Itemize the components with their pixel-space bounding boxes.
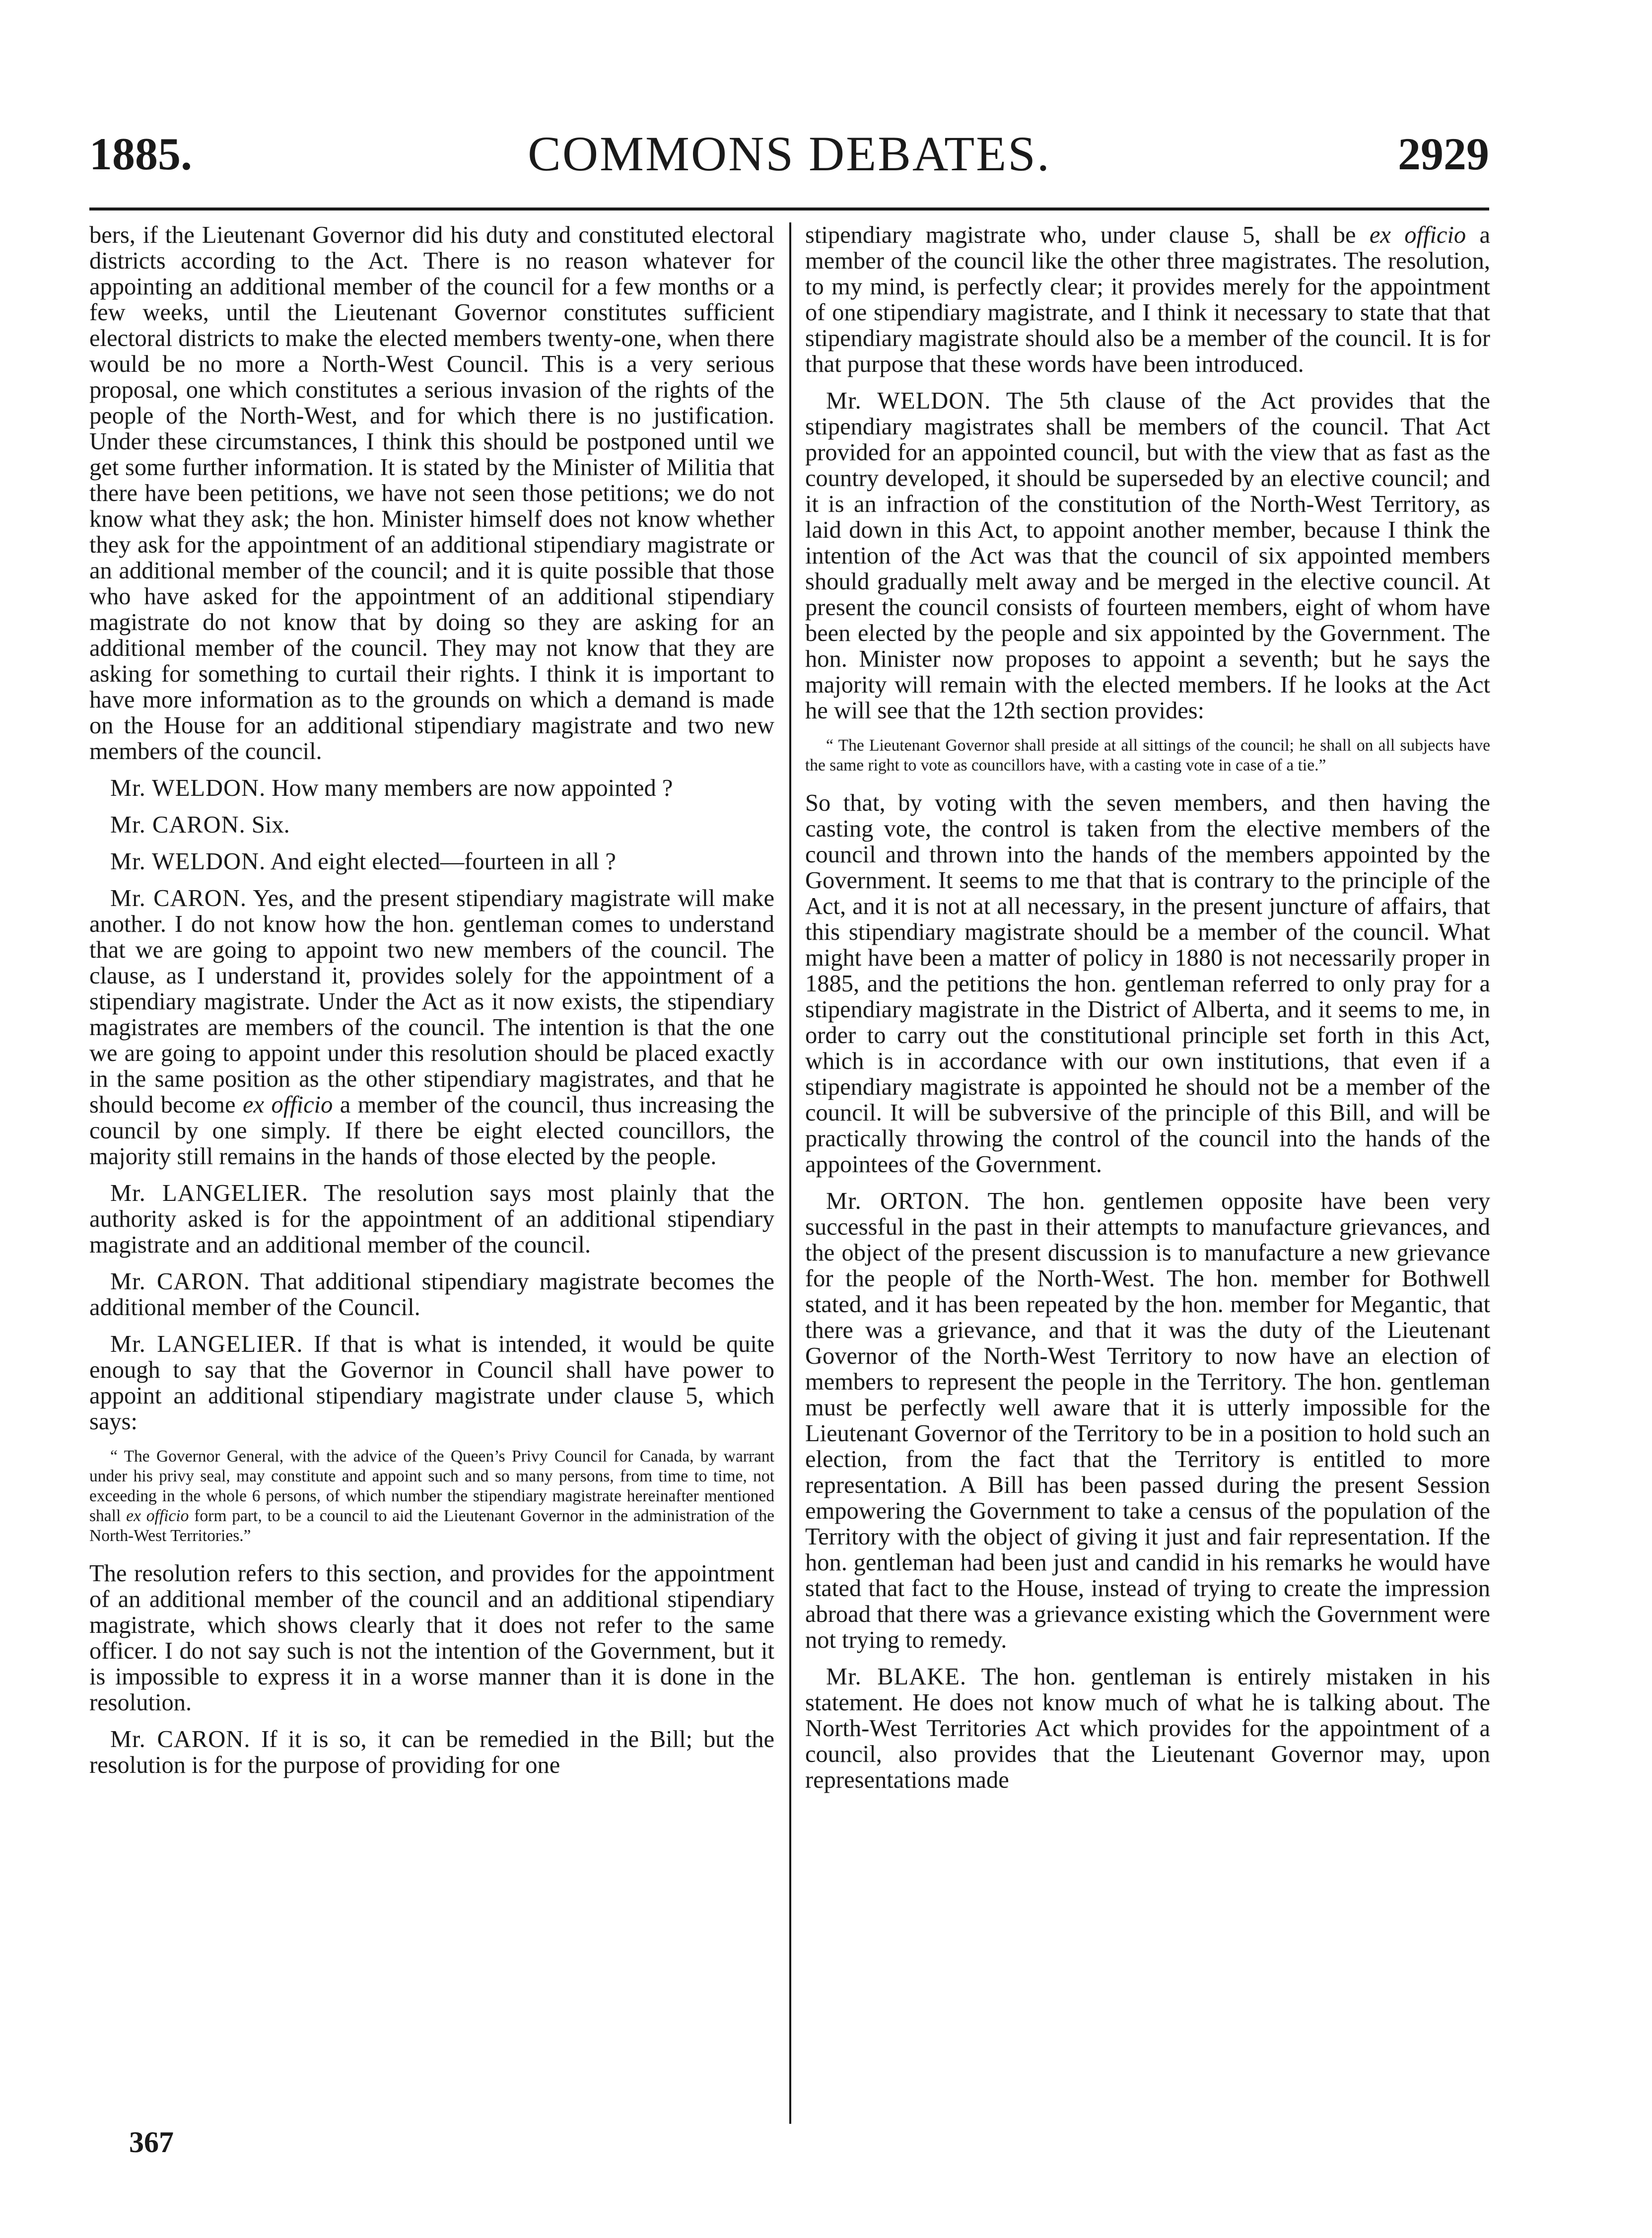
paragraph-text: “ The Governor General, with the advice of the Queen’s Privy Council for Canada, by warrant under his privy seal, may constitute and appoint such and so many persons, from time to time, not exceeding in the whole 6 persons, of which number the stipendiary magistrate hereinafter mentioned shall (89, 1447, 774, 1525)
speaker-name: Mr. CARON. (110, 885, 247, 911)
paragraph-text: The resolution says most plainly that the authority asked is for the appointment of an additional stipendiary magistrate and an additional member of the council. (89, 1180, 774, 1258)
speaker-name: Mr. WELDON. (110, 775, 266, 801)
speech-paragraph (89, 849, 774, 875)
text-paragraph (805, 222, 1490, 377)
paragraph-text: bers, if the Lieutenant Governor did his duty and constituted electoral districts according to the Act. There is no reason whatever for appointing an additional member of the council for a few months or a few weeks, until the Lieutenant Governor constitutes sufficient electoral districts to make the elected members twenty-one, when there would be no more a North-West Council. This is a very serious proposal, one which constitutes a serious invasion of the rights of the people of the North-West, and for which there is no justification. Under these circumstances, I think this should be postponed until we get some further information. It is stated by the Minister of Militia that there have been petitions, we have not seen those petitions; we do not know what they ask; the hon. Minister himself does not know whether they ask for the appointment of an additional stipendiary magistrate or an additional member of the council; and it is quite possible that those who have asked for the appointment of an additional stipendiary magistrate do not know that by doing so they are asking for an additional member of the council. They may not know that they are asking for something to curtail their rights. I think it is important to have more information as to the grounds on which a demand is made on the House for an additional stipendiary magistrate and two new members of the council. (89, 222, 774, 765)
speaker-name: Mr. CARON. (110, 812, 246, 838)
speech-paragraph (805, 1189, 1490, 1653)
paragraph-text: The 5th clause of the Act provides that the stipendiary magistrates shall be members of the council. That Act provided for an appointed council, but with the view that as fast as the country developed, it should be superseded by an elective council; and it is an infraction of the constitution of the North-West Territory, as laid down in this Act, to appoint another member, because I think the intention of the Act was that the council of six appointed members should gradually melt away and be merged in the elective council. At present the council consists of fourteen members, eight of whom have been elected by the people and six appointed by the Government. The hon. Minister now proposes to appoint a seventh; but he says the majority will remain with the elected members. If he looks at the Act he will see that the 12th section provides: (805, 388, 1490, 724)
paragraph-text: How many members are now appointed ? (272, 775, 673, 801)
paragraph-text: If it is so, it can be remedied in the Bill; but the resolution is for the purpose of providing for one (89, 1726, 774, 1778)
quoted-passage (805, 736, 1490, 775)
text-paragraph (89, 222, 774, 765)
text-paragraph (805, 790, 1490, 1178)
speaker-name: Mr. LANGELIER. (110, 1180, 309, 1206)
italic-term: ex officio (242, 1092, 333, 1118)
paragraph-text: And eight elected—fourteen in all ? (270, 848, 616, 875)
paragraph-text: stipendiary magistrate who, under clause 5, shall be (805, 222, 1356, 248)
speaker-name: Mr. ORTON. (826, 1188, 970, 1214)
speech-paragraph (89, 886, 774, 1170)
paragraph-text: That additional stipendiary magistrate becomes the additional member of the Council. (89, 1268, 774, 1321)
speaker-name: Mr. WELDON. (110, 848, 266, 875)
column-divider (789, 222, 791, 2124)
speech-paragraph (805, 388, 1490, 724)
quoted-passage (89, 1447, 774, 1546)
speech-paragraph (89, 1181, 774, 1258)
paragraph-text-continued: a member of the council like the other three magistrates. The resolution, to my mind, is perfectly clear; it provides merely for the appointment of one stipendiary magistrate, and I think it necessary to state that that stipendiary magistrate should also be a member of the council. It is for that purpose that these words have been introduced. (805, 222, 1490, 377)
header-year: 1885. (89, 129, 192, 179)
speech-paragraph (89, 1269, 774, 1321)
speech-paragraph (89, 1331, 774, 1435)
right-column (805, 222, 1490, 2159)
paragraph-text: The resolution refers to this section, and provides for the appointment of an additional member of the council and an additional stipendiary magistrate, which shows clearly that it does not refer to the same officer. I do not say such is not the intention of the Government, but it is impossible to express it in a worse manner than it is done in the resolution. (89, 1560, 774, 1716)
paragraph-text-continued: form part, to be a council to aid the Lieutenant Governor in the administration of the North-West Territories.” (89, 1507, 774, 1545)
paragraph-text: The hon. gentleman is entirely mistaken in his statement. He does not know much of what he is talking about. The North-West Territories Act which provides for the appointment of a council, also provides that the Lieutenant Governor may, upon representations made (805, 1664, 1490, 1793)
speaker-name: Mr. CARON. (110, 1268, 250, 1295)
speech-paragraph (89, 812, 774, 838)
header-title: COMMONS DEBATES. (528, 126, 1051, 181)
speech-paragraph (89, 1727, 774, 1778)
paragraph-text: Six. (251, 812, 290, 838)
italic-term: ex officio (1369, 222, 1466, 248)
speaker-name: Mr. CARON. (110, 1726, 251, 1752)
text-paragraph (89, 1561, 774, 1716)
speech-paragraph (805, 1664, 1490, 1793)
paragraph-text: Yes, and the present stipendiary magistrate will make another. I do not know how the hon. gentleman comes to understand that we are going to appoint two new members of the council. The clause, as I understand it, provides solely for the appointment of a stipendiary magistrate. Under the Act as it now exists, the stipendiary magistrates are members of the council. The intention is that the one we are going to appoint under this resolution should be placed exactly in the same position as the other stipendiary magistrates, and that he should become (89, 885, 774, 1118)
paragraph-text: If that is what is intended, it would be quite enough to say that the Governor in Council shall have power to appoint an additional stipendiary magistrate under clause 5, which says: (89, 1331, 774, 1435)
speaker-name: Mr. WELDON. (826, 388, 991, 414)
paragraph-text: The hon. gentlemen opposite have been very successful in the past in their attempts to manufacture grievances, and the object of the present discussion is to manufacture a new grievance for the people of the North-West. The hon. member for Bothwell stated, and it has been repeated by the hon. member for Megantic, that there was a grievance, and that it was the duty of the Lieutenant Governor of the North-West Territory to now have an election of members to represent the people in the Territory. The hon. gentleman must be perfectly well aware that it is utterly impossible for the Lieutenant Governor of the Territory to be in a position to hold such an election, from the fact that the Territory is entitled to more representation. A Bill has been passed during the present Session empowering the Government to take a census of the population of the Territory with the object of giving it just and fair representation. If the hon. gentleman had been just and candid in his remarks he would have stated that fact to the House, instead of trying to create the impression abroad that there was a grievance existing which the Government were not trying to remedy. (805, 1188, 1490, 1653)
speaker-name: Mr. BLAKE. (826, 1664, 966, 1690)
speaker-name: Mr. LANGELIER. (110, 1331, 303, 1357)
header-rule (89, 208, 1489, 210)
speech-paragraph (89, 775, 774, 801)
paragraph-text: “ The Lieutenant Governor shall preside at all sittings of the council; he shall on all subjects have the same right to vote as councillors have, with a casting vote in case of a tie.” (805, 736, 1490, 774)
header-page-number: 2929 (1398, 129, 1489, 179)
left-column (89, 222, 774, 2159)
italic-term: ex officio (126, 1507, 189, 1525)
paragraph-text-continued: a member of the council, thus increasing the council by one simply. If there be eight elected councillors, the majority still remains in the hands of those elected by the people. (89, 1092, 774, 1170)
signature-mark: 367 (129, 2126, 174, 2159)
paragraph-text: So that, by voting with the seven members, and then having the casting vote, the control is taken from the elective members of the council and thrown into the hands of the members appointed by the Government. It seems to me that that is contrary to the principle of the Act, and it is not at all necessary, in the present juncture of affairs, that this stipendiary magistrate should be a member of the council. What might have been a matter of policy in 1880 is not necessarily proper in 1885, and the petitions the hon. gentleman referred to only pray for a stipendiary magistrate in the District of Alberta, and it seems to me, in order to carry out the constitutional principle set forth in this Act, which is in accordance with our own institutions, that even if a stipendiary magistrate is appointed he should not be a member of the council. It will be subversive of the principle of this Bill, and will be practically throwing the control of the council into the hands of the appointees of the Government. (805, 790, 1490, 1178)
page-header (89, 124, 1489, 194)
